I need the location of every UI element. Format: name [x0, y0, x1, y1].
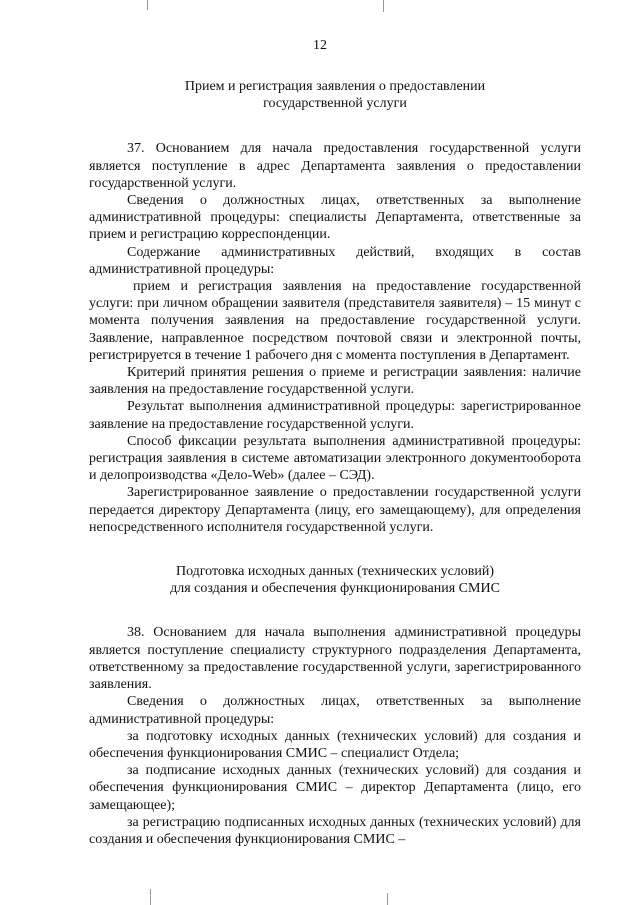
paragraph-preparation-responsibility: за подготовку исходных данных (технических условий) для создания и обеспечения функционирования СМИС – специалист Отдела; [89, 728, 581, 761]
section-heading-technical-conditions [89, 563, 581, 597]
paragraph-transfer-to-director: Зарегистрированное заявление о предоставлении государственной услуги передается директору Департамента (лицу, его замещающему), для определения непосредственного исполнителя государственной услуги. [89, 485, 581, 535]
scan-edge-mark-bottom-right [387, 893, 388, 905]
paragraph-registration-responsibility: за регистрацию подписанных исходных данных (технических условий) для создания и обеспечения функционирования СМИС – [89, 814, 581, 847]
paragraph-actions-content: Содержание административных действий, входящих в состав административной процедуры: [89, 244, 581, 277]
paragraph-38-basis: 38. Основанием для начала выполнения административной процедуры является поступление специалисту структурного подразделения Департамента, ответственному за предоставление государственной услуги, зарегистрированного заявления. [89, 625, 581, 693]
section-heading-line: Прием и регистрация заявления о предоставлении [184, 79, 486, 94]
paragraph-registration-timing: прием и регистрация заявления на предоставление государственной услуги: при личном обращении заявителя (представителя заявителя) – 15 минут с момента получения заявления на предоставление государственной услуги. Заявление, направленное посредством почтовой связи и электронной почты, регистрируется в течение 1 рабочего дня с момента поступления в Департамент. [89, 279, 581, 363]
section-heading-line: государственной услуги [263, 96, 407, 112]
paragraph-decision-criterion: Критерий принятия решения о приеме и регистрации заявления: наличие заявления на предоставление государственной услуги. [89, 365, 581, 398]
paragraph-37-basis: 37. Основанием для начала предоставления государственной услуги является поступление в адрес Департамента заявления о предоставлении государственной услуги. [89, 141, 581, 191]
section-heading-registration [89, 78, 581, 112]
paragraph-recording-method: Способ фиксации результата выполнения административной процедуры: регистрация заявления в системе автоматизации электронного документооборота и делопроизводства «Дело-Web» (далее – СЭД). [89, 433, 581, 484]
section-heading-line: Подготовка исходных данных (технических условий) [175, 564, 495, 580]
scan-edge-mark-bottom-left [150, 889, 151, 905]
section-heading-line: для создания и обеспечения функционирования СМИС [170, 581, 500, 597]
scan-edge-mark-top-left [147, 0, 148, 10]
paragraph-responsible-officials: Сведения о должностных лицах, ответственных за выполнение административной процедуры: [89, 694, 581, 727]
page-number: 12 [313, 38, 327, 53]
paragraph-responsible-officials: Сведения о должностных лицах, ответственных за выполнение административной процедуры: специалисты Департамента, ответственные за прием и регистрацию корреспонденции. [89, 193, 581, 243]
document-body [89, 78, 581, 848]
paragraph-procedure-result: Результат выполнения административной процедуры: зарегистрированное заявление на предоставление государственной услуги. [89, 399, 581, 432]
paragraph-signing-responsibility: за подписание исходных данных (технических условий) для создания и обеспечения функционирования СМИС – директор Департамента (лицо, его замещающее); [89, 763, 581, 813]
scan-edge-mark-top-right [383, 0, 384, 12]
